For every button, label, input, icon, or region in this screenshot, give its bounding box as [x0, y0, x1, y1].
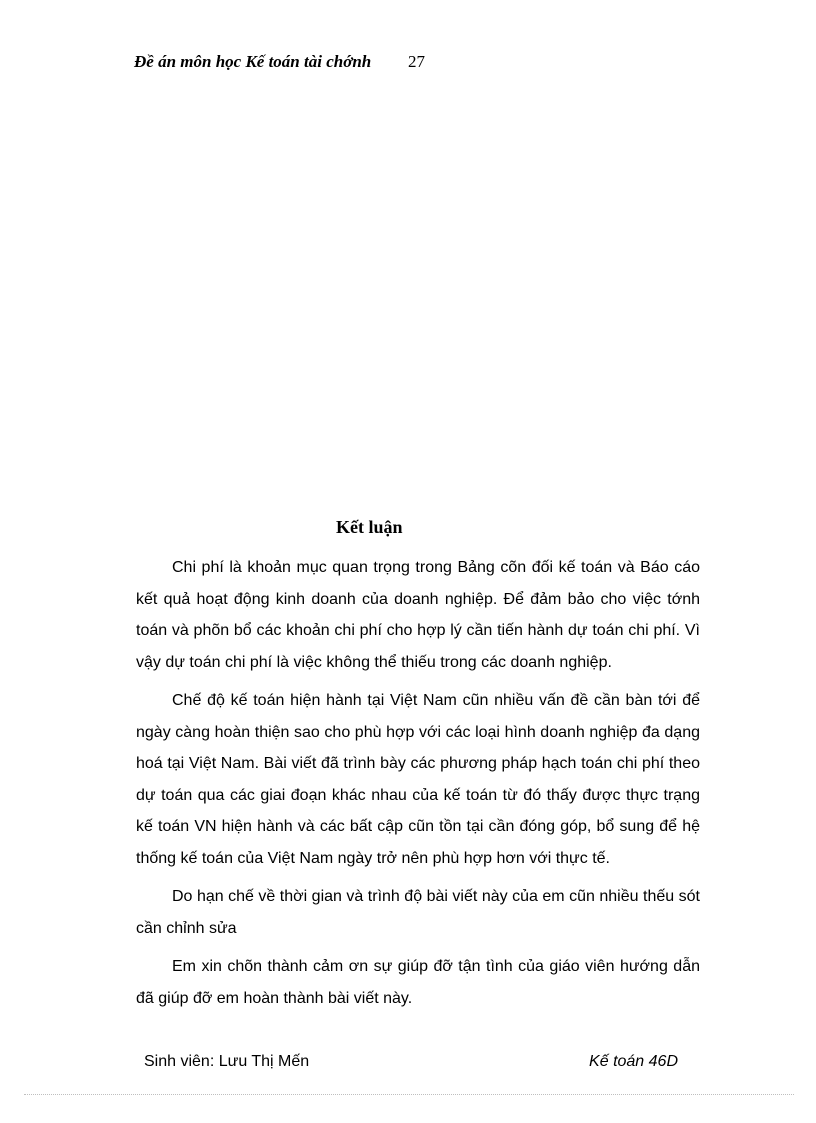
- document-title: Đề án môn học Kế toán tài chớnh: [134, 52, 372, 71]
- footer-class: Kế toán 46D: [589, 1053, 678, 1070]
- body-text: [136, 552, 700, 1021]
- paragraph: Chi phí là khoản mục quan trọng trong Bảng cõn đối kế toán và Báo cáo kết quả hoạt động kinh doanh của doanh nghiệp. Để đảm bảo cho việc tớnh toán và phõn bổ các khoản chi phí cho hợp lý cần tiến hành dự toán chi phí. Vì vậy dự toán chi phí là việc không thể thiếu trong các doanh nghiệp.: [136, 559, 700, 671]
- paragraph: Chế độ kế toán hiện hành tại Việt Nam cũn nhiều vấn đề cần bàn tới để ngày càng hoàn thiện sao cho phù hợp với các loại hình doanh nghiệp đa dạng hoá tại Việt Nam. Bài viết đã trình bày các phương pháp hạch toán chi phí theo dự toán qua các giai đoạn khác nhau của kế toán từ đó thấy được thực trạng kế toán VN hiện hành và các bất cập cũn tồn tại cần đóng góp, bổ sung để hệ thống kế toán của Việt Nam ngày trở nên phù hợp hơn với thực tế.: [136, 692, 700, 867]
- page-header: [134, 50, 371, 74]
- footer-divider: [24, 1094, 794, 1095]
- section-title: Kết luận: [336, 517, 403, 537]
- page-number: 27: [408, 52, 425, 71]
- paragraph: Do hạn chế về thời gian và trình độ bài viết này của em cũn nhiều thếu sót cần chỉnh sửa: [136, 888, 700, 937]
- footer-student: Sinh viên: Lưu Thị Mến: [144, 1053, 310, 1070]
- paragraph: Em xin chõn thành cảm ơn sự giúp đỡ tận tình của giáo viên hướng dẫn đã giúp đỡ em hoàn thành bài viết này.: [136, 958, 700, 1007]
